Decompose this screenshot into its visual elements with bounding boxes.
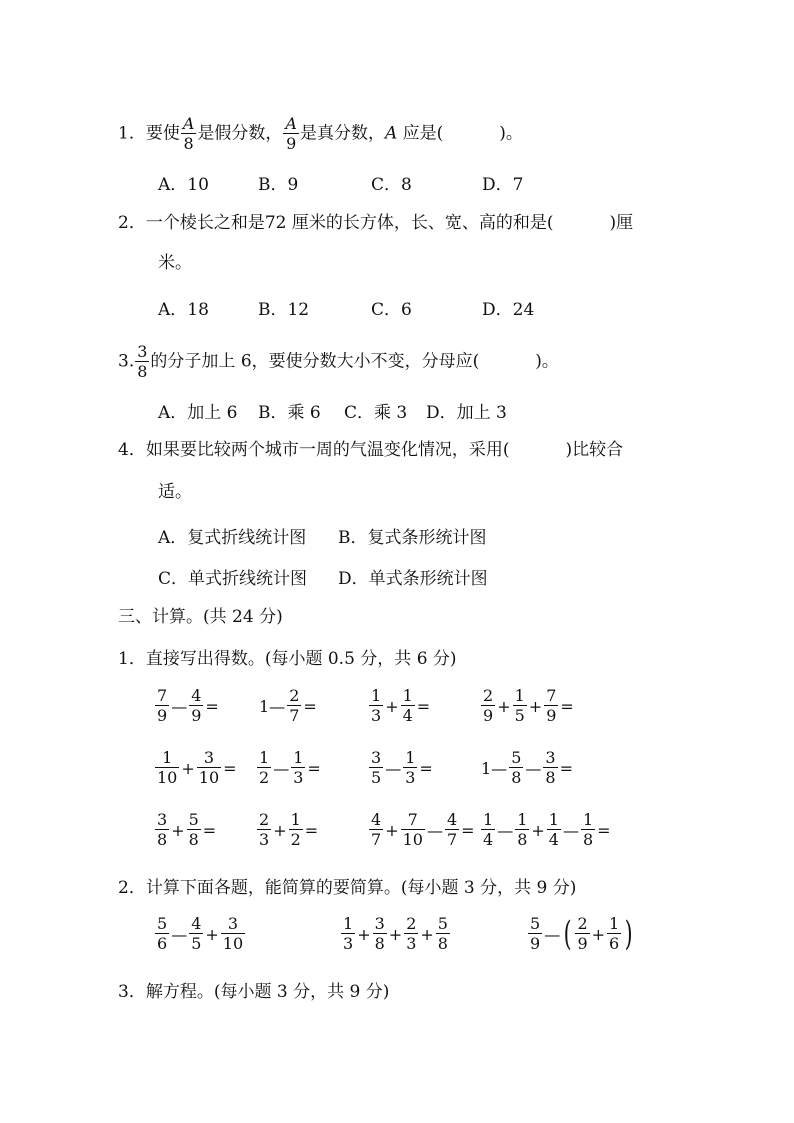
calc-item: 1— $\frac{5}{8}$ — $\frac{3}{8}$ = — [481, 748, 573, 787]
fraction: $\frac{A}{9}$ — [285, 114, 297, 153]
question-4: 4．如果要比较两个城市一周的气温变化情况，采用( )比较合 — [118, 440, 624, 460]
option-b[interactable]: B．复式条形统计图 — [338, 528, 487, 548]
subsection-3-title: 3．解方程。(每小题 3 分，共 9 分) — [118, 982, 390, 1002]
option-a[interactable]: A．加上 6 — [158, 403, 238, 423]
subsection-1-title: 1．直接写出得数。(每小题 0.5 分，共 6 分) — [118, 649, 457, 669]
calc-item: $\frac{1}{10}$ + $\frac{3}{10}$ = — [157, 748, 237, 787]
option-c[interactable]: C．8 — [371, 175, 412, 195]
calc2-item: $\frac{5}{9}$ — ( $\frac{2}{9}$ + $\frac{1}{6}$ ) — [530, 914, 633, 954]
calc-item: $\frac{3}{8}$ + $\frac{5}{8}$ = — [157, 810, 217, 849]
option-b[interactable]: B．乘 6 — [258, 403, 321, 423]
question-4-cont: 适。 — [158, 482, 192, 502]
question-2: 2．一个棱长之和是72 厘米的长方体，长、宽、高的和是( )厘 — [118, 213, 634, 233]
calc-item: $\frac{4}{7}$ + $\frac{7}{10}$ — $\frac{4}{7}$ = — [371, 810, 475, 849]
option-b[interactable]: B．12 — [258, 300, 310, 320]
question-3: 3. $\frac{3}{8}$ 的分子加上 6，要使分数大小不变，分母应( )。 — [118, 342, 559, 381]
option-d[interactable]: D．加上 3 — [426, 403, 507, 423]
calc2-item: $\frac{1}{3}$ + $\frac{3}{8}$ + $\frac{2}{3}$ + $\frac{5}{8}$ — [343, 914, 448, 953]
question-number: 4． — [118, 440, 146, 460]
section-title: 三、计算。(共 24 分) — [118, 607, 283, 627]
option-a[interactable]: A．复式折线统计图 — [158, 528, 307, 548]
calc-item: $\frac{1}{3}$ + $\frac{1}{4}$ = — [371, 686, 431, 725]
option-c[interactable]: C．单式折线统计图 — [158, 569, 308, 589]
question-number: 2． — [118, 213, 146, 233]
fraction: $\frac{3}{8}$ — [137, 342, 148, 381]
calc2-item: $\frac{5}{6}$ — $\frac{4}{5}$ + $\frac{3}{10}$ — [157, 914, 244, 953]
calc-item: $\frac{2}{9}$ + $\frac{1}{5}$ + $\frac{7}{9}$ = — [483, 686, 574, 725]
option-d[interactable]: D．7 — [482, 175, 524, 195]
question-number: 3. — [118, 351, 135, 372]
calc-item: $\frac{7}{9}$ — $\frac{4}{9}$ = — [157, 686, 219, 725]
question-1: 1．要使 $\frac{A}{8}$ 是假分数， $\frac{A}{9}$ 是真分数，A 应是( )。 — [118, 114, 523, 153]
option-d[interactable]: D．单式条形统计图 — [338, 569, 488, 589]
option-c[interactable]: C．乘 3 — [344, 403, 408, 423]
option-d[interactable]: D．24 — [482, 300, 535, 320]
option-a[interactable]: A．18 — [158, 300, 209, 320]
question-number: 1． — [118, 123, 146, 144]
option-a[interactable]: A．10 — [158, 175, 209, 195]
calc-item: $\frac{1}{2}$ — $\frac{1}{3}$ = — [259, 748, 321, 787]
option-b[interactable]: B．9 — [258, 175, 299, 195]
calc-item: $\frac{3}{5}$ — $\frac{1}{3}$ = — [371, 748, 433, 787]
calc-item: $\frac{2}{3}$ + $\frac{1}{2}$ = — [259, 810, 319, 849]
subsection-2-title: 2．计算下面各题，能简算的要简算。(每小题 3 分，共 9 分) — [118, 878, 577, 898]
question-2-cont: 米。 — [158, 253, 192, 273]
option-c[interactable]: C．6 — [371, 300, 412, 320]
calc-item: $\frac{1}{4}$ — $\frac{1}{8}$ + $\frac{1}{4}$ — $\frac{1}{8}$ = — [483, 810, 611, 849]
calc-item: 1— $\frac{2}{7}$ = — [259, 686, 317, 725]
fraction: $\frac{A}{8}$ — [182, 114, 195, 153]
